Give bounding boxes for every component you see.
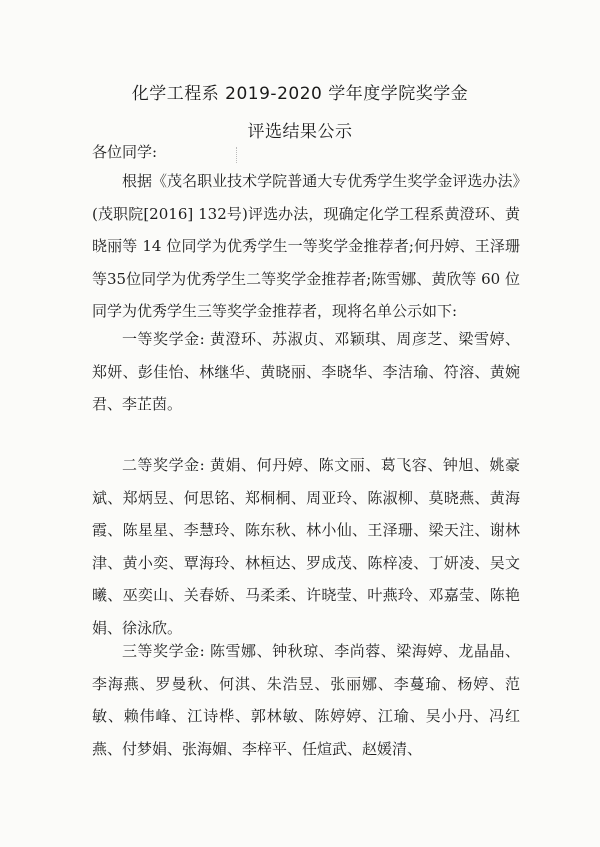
greeting: 各位同学:: [92, 143, 158, 161]
paragraph-second-prize: 二等奖学金: 黄娟、何丹婷、陈文丽、葛飞容、钟旭、姚豪斌、郑炳昱、何思铭、郑桐桐、周亚玲、陈淑柳、莫晓燕、黄海霞、陈星星、李慧玲、陈东秋、林小仙、王泽珊、梁天注、谢林津、黄小奕、覃海玲、林桓达、罗成茂、陈梓凌、丁妍凌、吴文曦、巫奕山、关春娇、马柔柔、许晓莹、叶燕玲、邓嘉莹、陈艳娟、徐泳欣。: [92, 456, 520, 637]
paragraph-third-prize: 三等奖学金: 陈雪娜、钟秋琼、李尚蓉、梁海婷、龙晶晶、李海燕、罗曼秋、何淇、朱浩昱、张丽娜、李蔓瑜、杨婷、范敏、赖伟峰、江诗桦、郭林敏、陈婷婷、江瑜、吴小丹、冯红燕、付梦娟、张海媚、李梓平、任煊武、赵媛清、: [92, 642, 520, 758]
scan-artifact: [236, 147, 238, 163]
document-title-line-2: 评选结果公示: [247, 122, 353, 142]
paragraph-first-prize: 一等奖学金: 黄澄环、苏淑贞、邓颖琪、周彦芝、梁雪婷、郑妍、彭佳怡、林继华、黄晓丽、李晓华、李洁瑜、符溶、黄婉君、李芷茵。: [92, 330, 520, 413]
paragraph-basis: 根据《茂名职业技术学院普通大专优秀学生奖学金评选办法》(茂职院[2016] 132号)评选办法，现确定化学工程系黄澄环、黄晓丽等 14 位同学为优秀学生一等奖学金推荐者;何丹婷、王泽珊等35位同学为优秀学生二等奖学金推荐者;陈雪娜、黄欣等 60 位同学为优秀学生三等奖学金推荐者，现将名单公示如下:: [92, 172, 520, 320]
document-title-line-1: 化学工程系 2019-2020 学年度学院奖学金: [131, 84, 469, 104]
